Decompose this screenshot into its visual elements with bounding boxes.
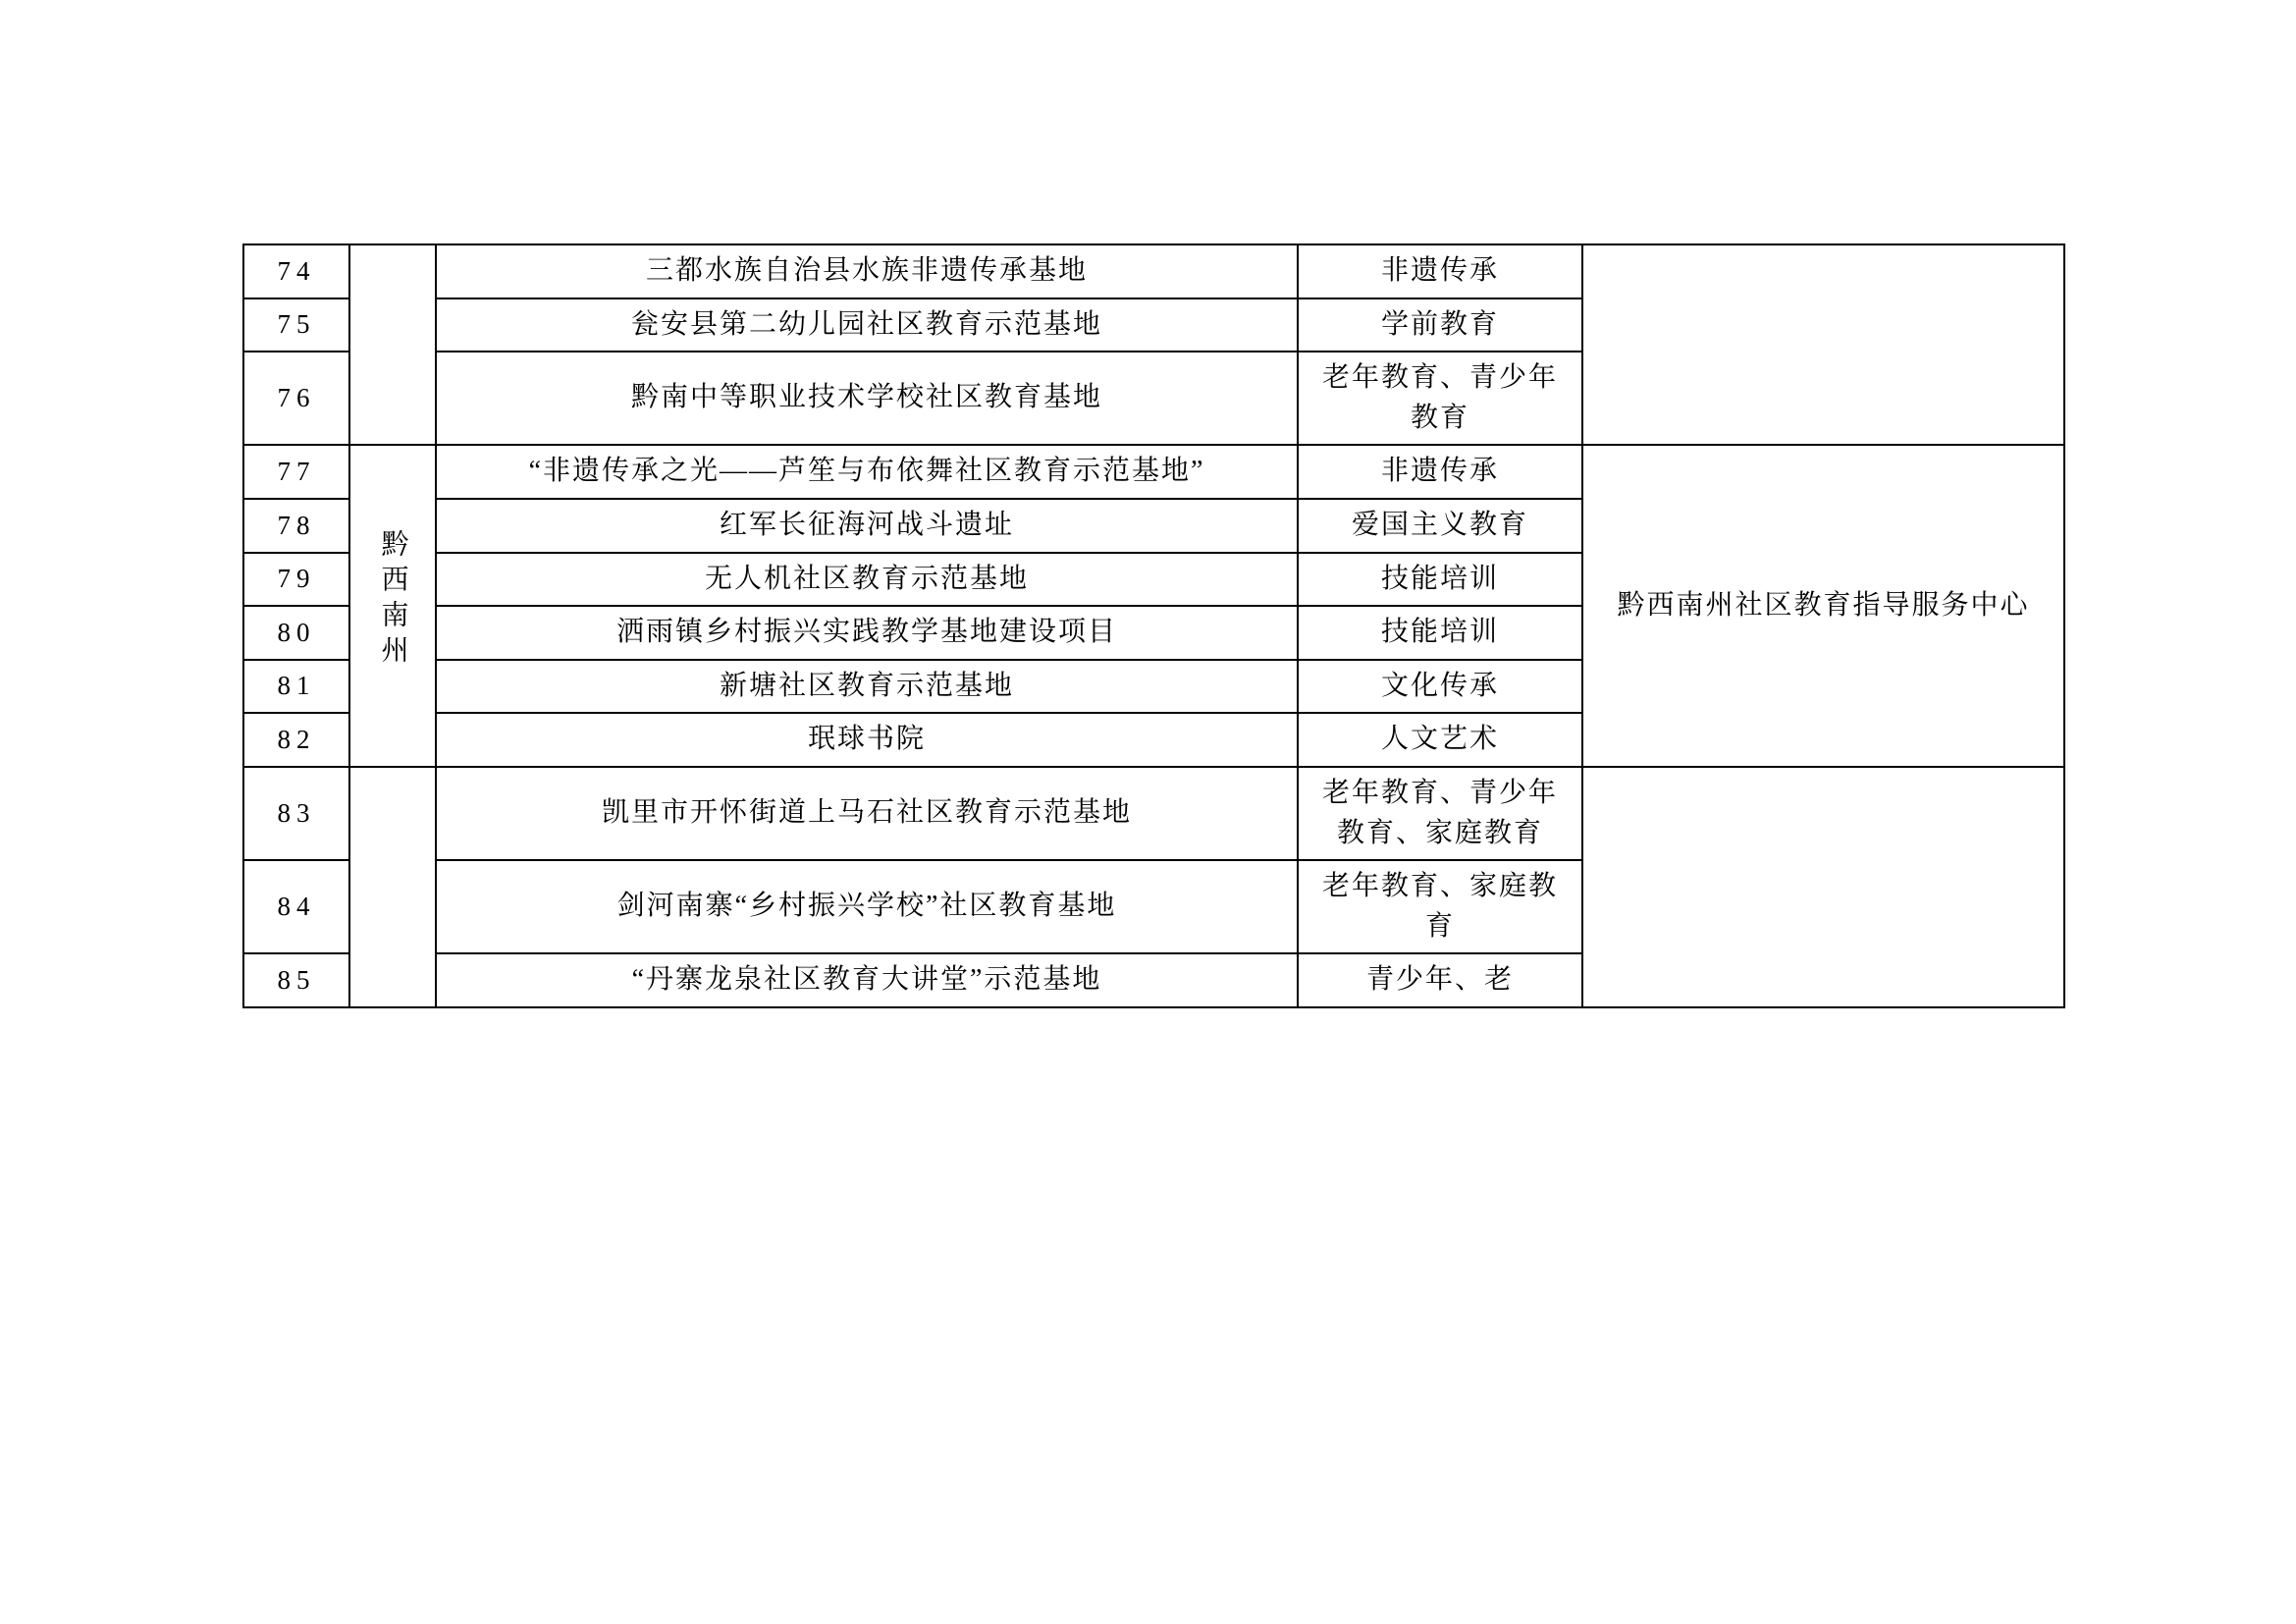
cell-no: 74 [243, 244, 349, 298]
cell-type: 爱国主义教育 [1298, 499, 1582, 553]
table-row [243, 445, 2064, 499]
cell-name: 珉球书院 [436, 713, 1298, 767]
cell-no: 82 [243, 713, 349, 767]
cell-no: 80 [243, 606, 349, 660]
cell-type: 技能培训 [1298, 553, 1582, 607]
cell-name: “丹寨龙泉社区教育大讲堂”示范基地 [436, 953, 1298, 1007]
cell-type: 人文艺术 [1298, 713, 1582, 767]
cell-no: 85 [243, 953, 349, 1007]
cell-type: 文化传承 [1298, 660, 1582, 714]
cell-name: 红军长征海河战斗遗址 [436, 499, 1298, 553]
cell-no: 78 [243, 499, 349, 553]
cell-type: 技能培训 [1298, 606, 1582, 660]
cell-no: 79 [243, 553, 349, 607]
bases-table [242, 244, 2065, 1008]
cell-org: 黔西南州社区教育指导服务中心 [1582, 445, 2064, 767]
cell-name: 洒雨镇乡村振兴实践教学基地建设项目 [436, 606, 1298, 660]
cell-org [1582, 244, 2064, 445]
cell-region [349, 244, 436, 445]
cell-name: 无人机社区教育示范基地 [436, 553, 1298, 607]
cell-name: “非遗传承之光——芦笙与布依舞社区教育示范基地” [436, 445, 1298, 499]
cell-name: 黔南中等职业技术学校社区教育基地 [436, 352, 1298, 445]
cell-no: 81 [243, 660, 349, 714]
cell-no: 84 [243, 860, 349, 953]
cell-type: 老年教育、青少年教育、家庭教育 [1298, 767, 1582, 860]
cell-no: 75 [243, 298, 349, 352]
cell-name: 新塘社区教育示范基地 [436, 660, 1298, 714]
cell-region [349, 767, 436, 1007]
cell-type: 非遗传承 [1298, 445, 1582, 499]
cell-name: 凯里市开怀街道上马石社区教育示范基地 [436, 767, 1298, 860]
table-row [243, 767, 2064, 860]
cell-name: 瓮安县第二幼儿园社区教育示范基地 [436, 298, 1298, 352]
table-row [243, 244, 2064, 298]
cell-type: 老年教育、家庭教育 [1298, 860, 1582, 953]
cell-org [1582, 767, 2064, 1007]
region-label: 黔西南州 [377, 528, 408, 671]
cell-no: 76 [243, 352, 349, 445]
cell-type: 青少年、老 [1298, 953, 1582, 1007]
cell-no: 83 [243, 767, 349, 860]
cell-no: 77 [243, 445, 349, 499]
cell-type: 非遗传承 [1298, 244, 1582, 298]
cell-region [349, 445, 436, 767]
cell-type: 学前教育 [1298, 298, 1582, 352]
cell-name: 剑河南寨“乡村振兴学校”社区教育基地 [436, 860, 1298, 953]
cell-name: 三都水族自治县水族非遗传承基地 [436, 244, 1298, 298]
cell-type: 老年教育、青少年教育 [1298, 352, 1582, 445]
